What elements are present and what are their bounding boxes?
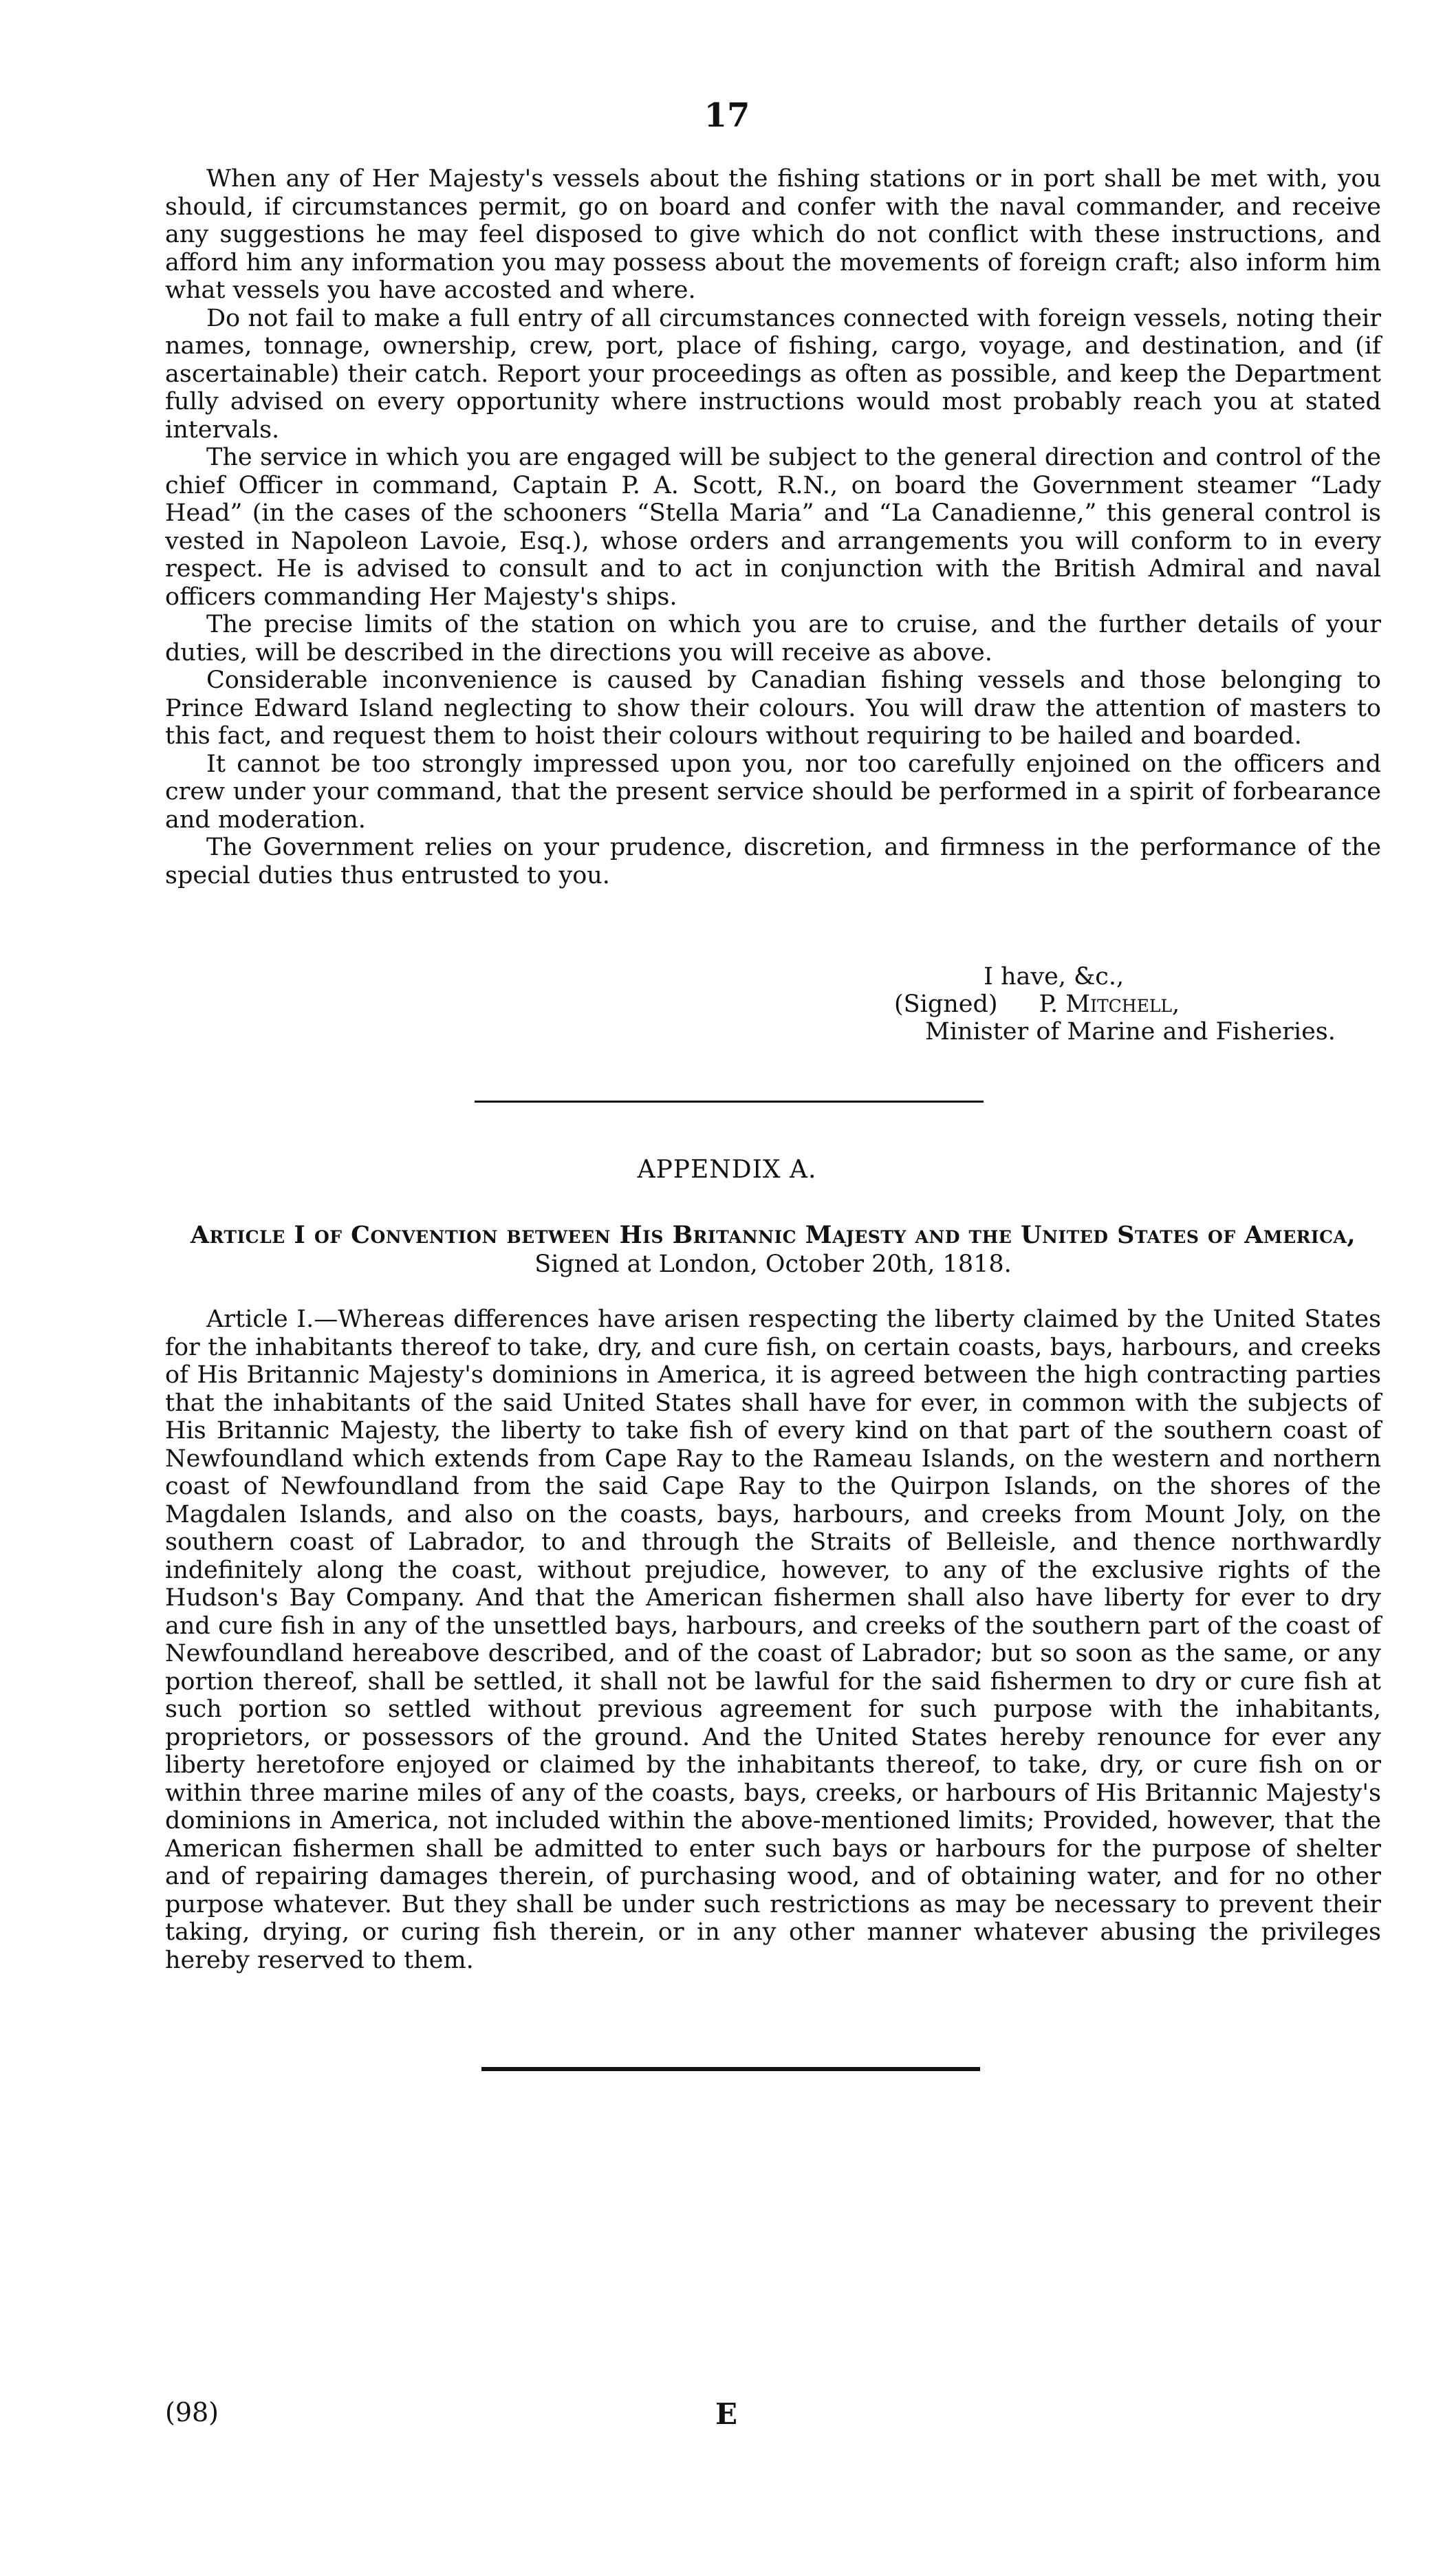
signer-name: P. Mitchell, [1039,991,1180,1018]
article-date-line: Signed at London, October 20th, 1818. [534,1251,1012,1278]
signature-closing: I have, &c., [984,963,1125,991]
signer-title: Minister of Marine and Fisheries. [925,1018,1336,1046]
footer-signature-letter: E [715,2397,738,2431]
article-paragraph: Article I.—Whereas differences have arisen respecting the liberty claimed by the United States for the inhabitants thereof to take, dry, and cure fish, on certain coasts, bays, harbours, and creeks of His Britannic Majesty's dominions in America, it is agreed between the high contracting parties that the inhabitants of the said United States shall have for ever, in common with the subjects of His Britannic Majesty, the liberty to take fish of every kind on that part of the southern coast of Newfoundland which extends from Cape Ray to the Rameau Islands, on the western and northern coast of Newfoundland from the said Cape Ray to the Quirpon Islands, on the shores of the Magdalen Islands, and also on the coasts, bays, harbours, and creeks from Mount Joly, on the southern coast of Labrador, to and through the Straits of Belleisle, and thence northwardly indefinitely along the coast, without prejudice, however, to any of the exclusive rights of the Hudson's Bay Company. And that the American fishermen shall also have liberty for ever to dry and cure fish in any of the unsettled bays, harbours, and creeks of the southern part of the coast of Newfoundland hereabove described, and of the coast of Labrador; but so soon as the same, or any portion thereof, shall be settled, it shall not be lawful for the said fishermen to dry or cure fish at such portion so settled without previous agreement for such purpose with the inhabitants, proprietors, or possessors of the ground. And the United States hereby renounce for ever any liberty heretofore enjoyed or claimed by the inhabitants thereof, to take, dry, or cure fish on or within three marine miles of any of the coasts, bays, creeks, or harbours of His Britannic Majesty's dominions in America, not included within the above-mentioned limits; Provided, however, that the American fishermen shall be admitted to enter such bays or harbours for the purpose of shelter and of repairing damages therein, of purchasing wood, and of obtaining water, and for no other purpose whatever. But they shall be under such restrictions as may be necessary to prevent their taking, drying, or curing fish therein, or in any other manner whatever abusing the privileges hereby reserved to them. [165,1306,1381,1974]
letter-body [165,165,1381,889]
section-divider [475,1101,984,1103]
end-divider [481,2067,980,2071]
article-title [165,1221,1381,1279]
letter-paragraph: The precise limits of the station on which you are to cruise, and the further details of your duties, will be described in the directions you will receive as above. [165,611,1381,667]
letter-paragraph: It cannot be too strongly impressed upon you, nor too carefully enjoined on the officers and crew under your command, that the present service should be performed in a spirit of forbearance and moderation. [165,750,1381,834]
letter-paragraph: Considerable inconvenience is caused by Canadian fishing vessels and those belonging to Prince Edward Island neglecting to show their colours. You will draw the attention of masters to this fact, and request them to hoist their colours without requiring to be hailed and boarded. [165,667,1381,750]
signature-line [894,991,1336,1018]
letter-paragraph: Do not fail to make a full entry of all circumstances connected with foreign vessels, noting their names, tonnage, ownership, crew, port, place of fishing, cargo, voyage, and destination, and (if ascertainable) their catch. Report your proceedings as often as possible, and keep the Department fully advised on every opportunity where instructions would most probably reach you at stated intervals. [165,304,1381,444]
signature-block [894,963,1336,1046]
letter-paragraph: The Government relies on your prudence, discretion, and firmness in the performance of the special duties thus entrusted to you. [165,834,1381,889]
letter-paragraph: When any of Her Majesty's vessels about the fishing stations or in port shall be met with, you should, if circumstances permit, go on board and confer with the naval commander, and receive any suggestions he may feel disposed to give which do not conflict with these instructions, and afford him any information you may possess about the movements of foreign craft; also inform him what vessels you have accosted and where. [165,165,1381,304]
appendix-heading: APPENDIX A. [637,1156,817,1184]
page-number: 17 [704,96,750,135]
signed-label: (Signed) [894,991,998,1018]
article-title-line: Article I of Convention between His Britannic Majesty and the United States of America, [190,1221,1356,1249]
letter-paragraph: The service in which you are engaged will be subject to the general direction and control of the chief Officer in command, Captain P. A. Scott, R.N., on board the Government steamer “Lady Head” (in the cases of the schooners “Stella Maria” and “La Canadienne,” this general control is vested in Napoleon Lavoie, Esq.), whose orders and arrangements you will conform to in every respect. He is advised to consult and to act in conjunction with the British Admiral and naval officers commanding Her Majesty's ships. [165,444,1381,611]
footer-code: (98) [165,2397,219,2427]
article-body [165,1306,1381,1974]
